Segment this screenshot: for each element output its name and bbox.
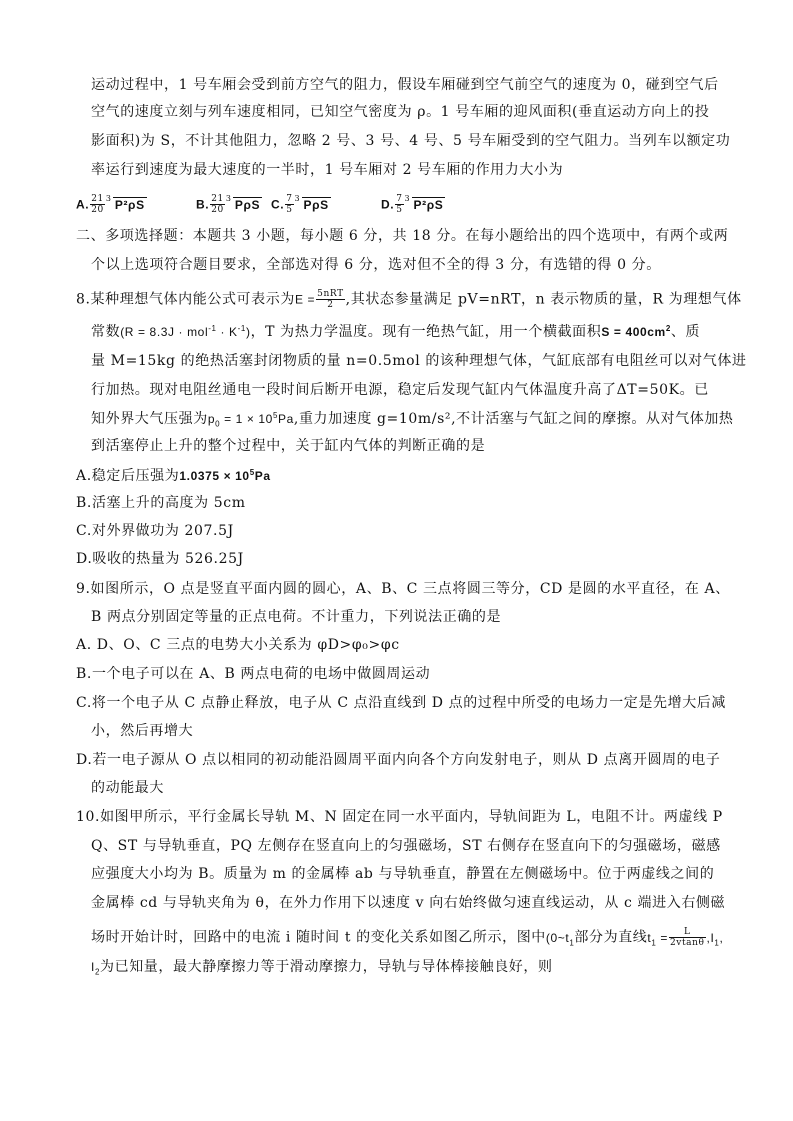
q7-option-a: A. $\frac{21}{20}$ 3 P²ρS	[76, 193, 145, 215]
q9-option-c-line-1: C.将一个电子从 C 点静止释放，电子从 C 点沿直线到 D 点的过程中所受的电场力一定是先增大后减	[76, 695, 727, 711]
q10-line-6: $I_2$为已知量，最大静摩擦力等于滑动摩擦力，导轨与导体棒接触良好，则	[91, 959, 553, 977]
q8-line-1: 8.某种理想气体内能公式可表示为E = $\frac{\text{5nRT}}{2}$ ,其状态参量满足 pV=nRT，n 表示物质的量，R 为理想气体	[76, 289, 742, 310]
q8-line-5: 知外界大气压强为$p_0 = 1 \times 10^5Pa$,重力加速度 g=10m/s²,不计活塞与气缸之间的摩擦。从对气体加热	[91, 411, 734, 429]
q8-option-c: C.对外界做功为 207.5J	[76, 523, 234, 539]
section-2-instructions: 个以上选项符合题目要求，全部选对得 6 分，选对但不全的得 3 分，有选错的得 0 分。	[91, 257, 661, 273]
q9-option-d-line-1: D.若一电子源从 O 点以相同的初动能沿圆周平面内向各个方向发射电子，则从 D 点离开圆周的电子	[76, 752, 721, 768]
q9-option-b: B.一个电子可以在 A、B 两点电荷的电场中做圆周运动	[76, 666, 431, 682]
q8-line-4: 行加热。现对电阻丝通电一段时间后断开电源，稳定后发现气缸内气体温度升高了ΔT=50K。已	[91, 382, 709, 398]
q7-option-c: C. $\frac{7}{5}$ 3 PρS	[271, 193, 329, 215]
q10-line-5: 场时开始计时，回路中的电流 i 随时间 t 的变化关系如图乙所示，图中($0\sim t_1$部分为直线$t_1$ = $\frac{L}{2vtan\theta}$ $,I_1$,	[91, 927, 724, 948]
q10-line-4: 金属棒 cd 与导轨夹角为 θ，在外力作用下以速度 v 向右始终做匀速直线运动，从 c 端进入右侧磁	[91, 895, 726, 911]
q7-line-2: 空气的速度立刻与列车速度相同，已知空气密度为 ρ。1 号车厢的迎风面积(垂直运动方向上的投	[91, 104, 710, 120]
q7-line-1: 运动过程中，1 号车厢会受到前方空气的阻力，假设车厢碰到空气前空气的速度为 0，碰到空气后	[91, 77, 719, 93]
q9-line-1: 9.如图所示，O 点是竖直平面内圆的圆心，A、B、C 三点将圆三等分，CD 是圆的水平直径，在 A、	[76, 581, 730, 597]
q8-option-b: B.活塞上升的高度为 5cm	[76, 495, 246, 511]
q10-line-1: 10.如图甲所示，平行金属长导轨 M、N 固定在同一水平面内，导轨间距为 L，电阻不计。两虚线 P	[76, 809, 723, 825]
q8-option-d: D.吸收的热量为 526.25J	[76, 551, 244, 567]
q9-option-a: A. D、O、C 三点的电势大小关系为 φD>φ₀>φc	[76, 637, 400, 653]
q9-option-d-line-2: 的动能最大	[91, 780, 164, 796]
q8-line-3: 量 M=15kg 的绝热活塞封闭物质的量 n=0.5mol 的该种理想气体，气缸底部有电阻丝可以对气体进	[91, 353, 747, 369]
q7-line-4: 率运行到速度为最大速度的一半时，1 号车厢对 2 号车厢的作用力大小为	[91, 162, 564, 178]
q10-line-3: 应强度大小均为 B。质量为 m 的金属棒 ab 与导轨垂直，静置在左侧磁场中。位于两虚线之间的	[91, 866, 715, 882]
q8-line-6: 到活塞停止上升的整个过程中，关于缸内气体的判断正确的是	[91, 438, 486, 454]
q7-option-d: D. $\frac{7}{5}$ 3 P²ρS	[381, 193, 444, 215]
q10-line-2: Q、ST 与导轨垂直，PQ 左侧存在竖直向上的匀强磁场，ST 右侧存在竖直向下的匀强磁场，磁感	[91, 838, 721, 854]
section-2-heading: 二、多项选择题：本题共 3 小题，每小题 6 分，共 18 分。在每小题给出的四个选项中，有两个或两	[76, 228, 729, 244]
q8-line-2: 常数$(R = 8.3J \cdot mol^{-1} \cdot K^{-1})$，T 为热力学温度。现有一绝热气缸，用一个横截面积$S = 400cm^2$、质	[91, 324, 701, 340]
q7-line-3: 影面积)为 S，不计其他阻力，忽略 2 号、3 号、4 号、5 号车厢受到的空气阻力。当列车以额定功	[91, 133, 731, 149]
q9-line-2: B 两点分别固定等量的正点电荷。不计重力，下列说法正确的是	[91, 609, 502, 625]
q7-option-b: B. $\frac{21}{20}$ 3 PρS	[196, 193, 261, 215]
q9-option-c-line-2: 小，然后再增大	[91, 723, 194, 739]
q8-option-a: A.稳定后压强为$1.0375 \times 10^5Pa$	[76, 468, 271, 484]
